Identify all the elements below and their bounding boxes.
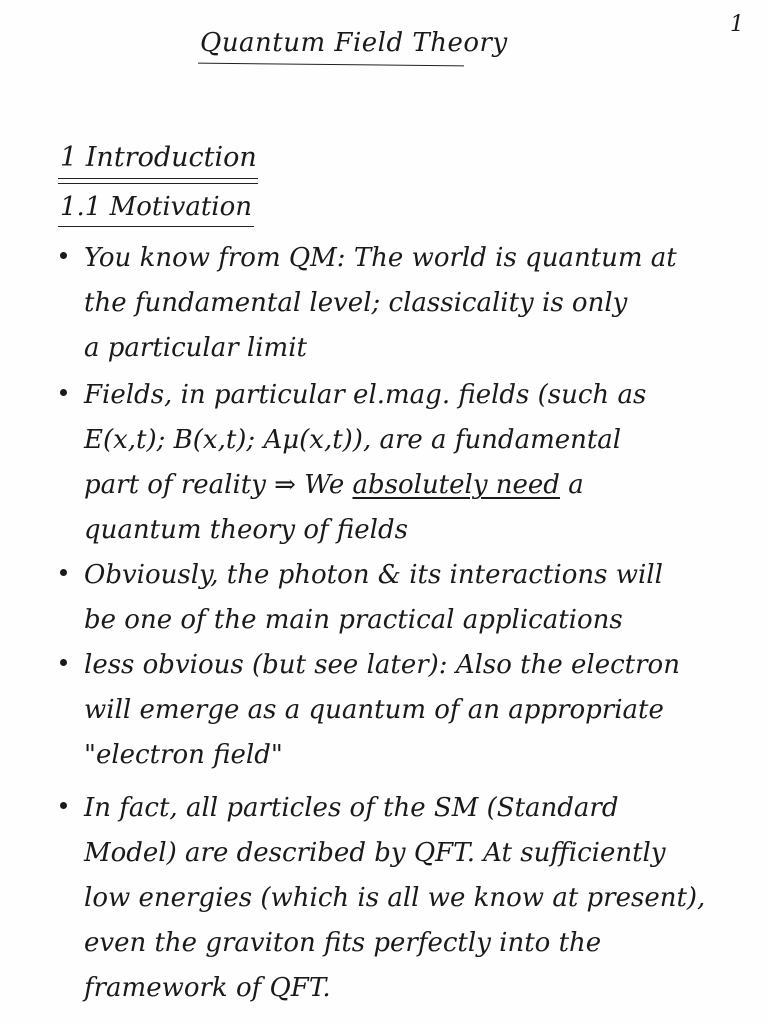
bullet-line: be one of the main practical applications [84, 605, 623, 635]
page-title: Quantum Field Theory [200, 28, 508, 58]
bullet-line: framework of QFT. [84, 973, 331, 1003]
bullet-line: Model) are described by QFT. At sufficiently [84, 838, 666, 868]
bullet-point [60, 659, 67, 666]
bullet-item [58, 643, 748, 778]
bullet-line-part: part of reality ⇒ We [84, 470, 353, 500]
bullet-line [84, 463, 748, 508]
bullet-line: In fact, all particles of the SM (Standard [84, 793, 619, 823]
bullet-line: Obviously, the photon & its interactions will [84, 560, 663, 590]
bullet-line: Fields, in particular el.mag. fields (such as [84, 380, 647, 410]
bullet-point [60, 569, 67, 576]
bullet-line: a particular limit [84, 333, 307, 363]
bullet-list [58, 236, 748, 1015]
bullet-item [58, 786, 748, 1011]
bullet-point [60, 252, 67, 259]
bullet-line: will emerge as a quantum of an appropriate [84, 695, 664, 725]
section-underline-bottom [58, 183, 258, 184]
bullet-line: the fundamental level; classicality is only [84, 288, 628, 318]
bullet-line: less obvious (but see later): Also the electron [84, 650, 680, 680]
bullet-line: E(x,t); B(x,t); Aμ(x,t)), are a fundamental [84, 425, 622, 455]
title-underline [198, 63, 464, 67]
bullet-point [60, 389, 67, 396]
bullet-line: even the graviton fits perfectly into the [84, 928, 602, 958]
subsection-heading: 1.1 Motivation [60, 192, 253, 222]
bullet-item [58, 236, 748, 371]
section-underline-top [58, 178, 258, 179]
page-number: 1 [730, 12, 744, 37]
bullet-line: low energies (which is all we know at present), [84, 883, 706, 913]
subsection-underline [58, 226, 254, 227]
bullet-line-part: a [559, 470, 584, 500]
bullet-point [60, 802, 67, 809]
bullet-line: quantum theory of fields [84, 515, 408, 545]
bullet-item [58, 373, 748, 553]
emphasis-underlined: absolutely need [352, 470, 560, 500]
bullet-item [58, 553, 748, 643]
bullet-line: You know from QM: The world is quantum at [84, 243, 677, 273]
section-heading: 1 Introduction [60, 142, 257, 173]
bullet-line: "electron field" [84, 740, 283, 770]
